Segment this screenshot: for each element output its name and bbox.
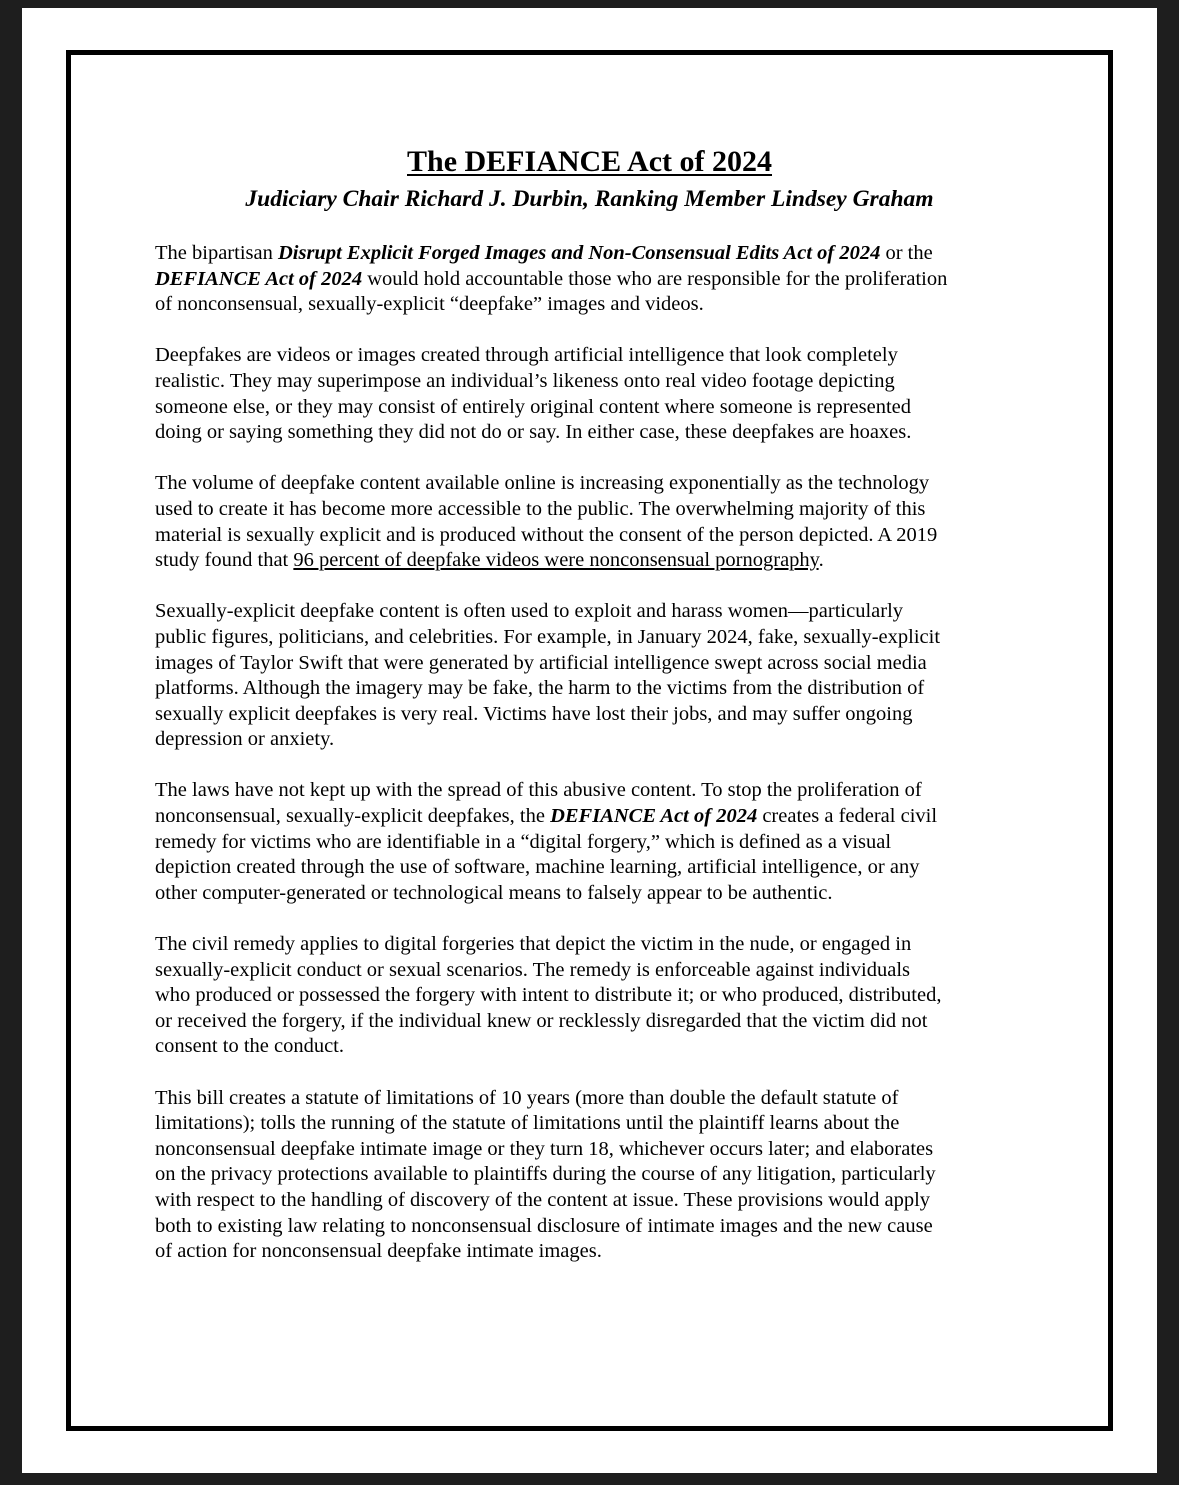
text-line: This bill creates a statute of limitations of 10 years (more than double the default statute of [155, 1086, 899, 1109]
text-line: platforms. Although the imagery may be fake, the harm to the victims from the distribution of [155, 677, 925, 700]
text-line: who produced or possessed the forgery with intent to distribute it; or who produced, distributed, [155, 984, 942, 1007]
act-short-name: DEFIANCE Act of 2024 [155, 267, 363, 290]
paragraph-laws [155, 778, 1035, 906]
text-line: sexually-explicit conduct or sexual scenarios. The remedy is enforceable against individuals [155, 958, 911, 981]
document-subtitle: Judiciary Chair Richard J. Durbin, Ranking Member Lindsey Graham [245, 186, 934, 212]
text-line: The laws have not kept up with the spread of this abusive content. To stop the proliferation of [155, 779, 922, 802]
text-line: of nonconsensual, sexually-explicit “deepfake” images and videos. [155, 293, 704, 316]
text-line: remedy for victims who are identifiable in a “digital forgery,” which is defined as a visual [155, 830, 892, 853]
text-line [155, 267, 1035, 293]
text-line: realistic. They may superimpose an individual’s likeness onto real video footage depicting [155, 369, 895, 392]
text-line: used to create it has become more accessible to the public. The overwhelming majority of this [155, 497, 926, 520]
text-span: . [818, 549, 824, 572]
text-span: study found that [155, 549, 294, 572]
text-line: consent to the conduct. [155, 1035, 345, 1058]
text-span: or the [880, 242, 933, 264]
paragraph-harassment [155, 599, 1035, 753]
text-line: doing or saying something they did not do or say. In either case, these deepfakes are hoaxes. [155, 421, 912, 444]
paragraph-volume [155, 471, 1035, 573]
text-line: Deepfakes are videos or images created through artificial intelligence that look completely [155, 344, 898, 367]
act-full-name: Disrupt Explicit Forged Images and Non-Consensual Edits Act of 2024 [277, 242, 881, 264]
text-line: depiction created through the use of software, machine learning, artificial intelligence, or any [155, 856, 920, 879]
text-line: The volume of deepfake content available online is increasing exponentially as the technology [155, 472, 930, 495]
text-line: on the privacy protections available to plaintiffs during the course of any litigation, particularly [155, 1163, 936, 1186]
text-line: public figures, politicians, and celebrities. For example, in January 2024, fake, sexually-explicit [155, 625, 941, 648]
text-line [155, 548, 1035, 574]
act-short-name: DEFIANCE Act of 2024 [550, 805, 758, 828]
text-span: creates a federal civil [757, 805, 938, 828]
text-line: both to existing law relating to nonconsensual disclosure of intimate images and the new cause [155, 1214, 933, 1237]
paragraph-intro [155, 241, 1035, 318]
text-span: would hold accountable those who are responsible for the proliferation [362, 267, 948, 290]
text-line: someone else, or they may consist of entirely original content where someone is represented [155, 395, 911, 418]
document-body [155, 241, 1035, 1290]
text-span: The bipartisan [155, 242, 278, 264]
text-line: of action for nonconsensual deepfake intimate images. [155, 1240, 602, 1263]
text-line [155, 804, 1035, 830]
text-line: material is sexually explicit and is produced without the consent of the person depicted. A 2019 [155, 523, 938, 546]
document-page [22, 8, 1157, 1473]
document-title-text: The DEFIANCE Act of 2024 [407, 145, 772, 178]
paragraph-civil-remedy [155, 932, 1035, 1060]
text-line: sexually explicit deepfakes is very real. Victims have lost their jobs, and may suffer ongoing [155, 702, 913, 725]
text-line [155, 241, 1035, 267]
study-link[interactable]: 96 percent of deepfake videos were nonconsensual pornography [293, 549, 819, 572]
text-line: or received the forgery, if the individual knew or recklessly disregarded that the victim did not [155, 1009, 928, 1032]
text-line: images of Taylor Swift that were generated by artificial intelligence swept across social media [155, 651, 927, 674]
paragraph-statute [155, 1086, 1035, 1265]
text-line: The civil remedy applies to digital forgeries that depict the victim in the nude, or engaged in [155, 933, 912, 956]
text-line: nonconsensual deepfake intimate image or they turn 18, whichever occurs later; and elaborates [155, 1137, 934, 1160]
document-title [22, 144, 1157, 180]
text-span: nonconsensual, sexually-explicit deepfakes, the [155, 805, 551, 828]
text-line: Sexually-explicit deepfake content is often used to exploit and harass women—particularly [155, 600, 904, 623]
text-line: depression or anxiety. [155, 728, 335, 751]
text-line: limitations); tolls the running of the statute of limitations until the plaintiff learns about the [155, 1112, 900, 1135]
paragraph-deepfakes-definition [155, 343, 1035, 445]
text-line: with respect to the handling of discovery of the content at issue. These provisions would apply [155, 1188, 931, 1211]
text-line: other computer-generated or technological means to falsely appear to be authentic. [155, 881, 833, 904]
